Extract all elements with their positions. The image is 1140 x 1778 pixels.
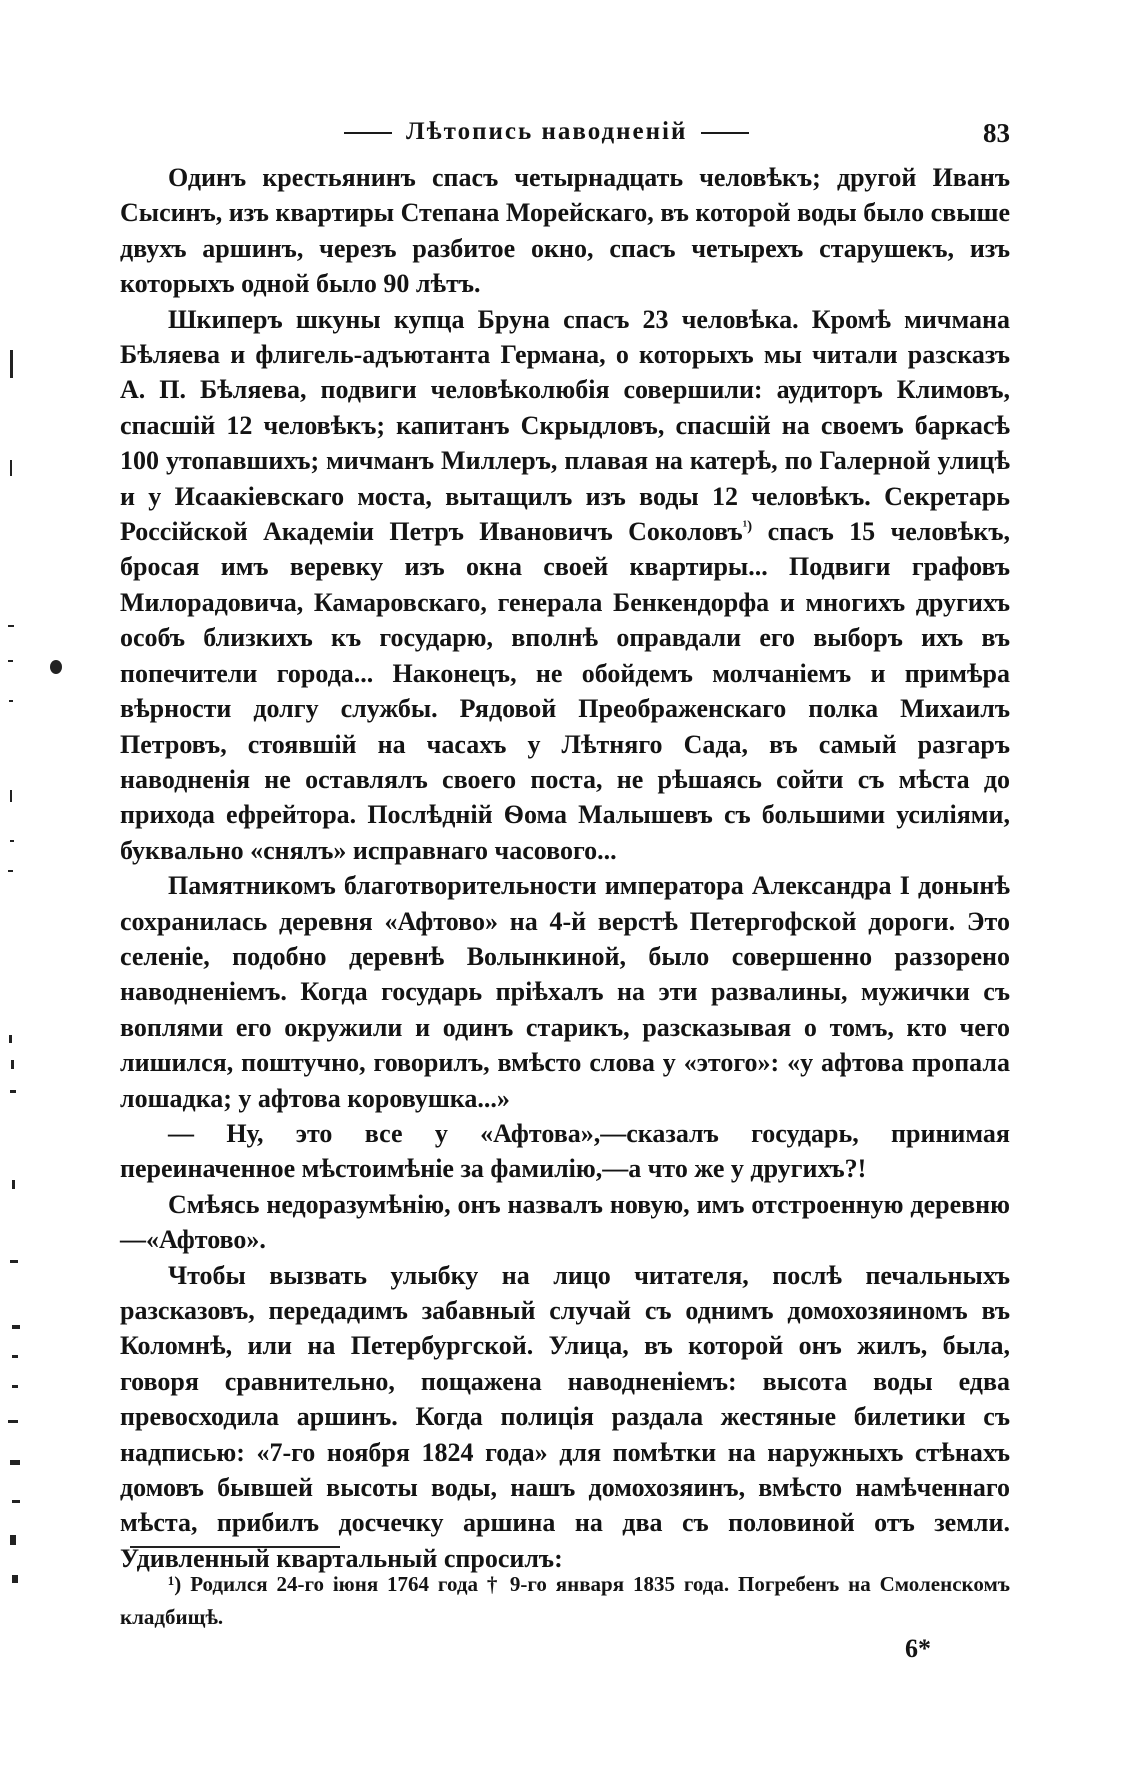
footnote-marker: ¹): [168, 1572, 182, 1596]
paragraph-2: [120, 302, 1010, 869]
margin-mark: [10, 1090, 16, 1093]
margin-mark: [50, 660, 62, 674]
margin-mark: [10, 1460, 20, 1465]
footnote-ref: ¹): [742, 518, 753, 535]
margin-mark: [12, 1355, 18, 1358]
footnote-body: Родился 24-го іюня 1764 года † 9-го января 1835 года. Погребенъ на Смоленскомъ кладбищѣ.: [120, 1572, 1011, 1629]
paragraph-4: Смѣясь недоразумѣнію, онъ назвалъ новую, имъ отстроенную деревню—«Афтово».: [120, 1189, 1010, 1255]
paragraph-1: Одинъ крестьянинъ спасъ четырнадцать человѣкъ; другой Иванъ Сысинъ, изъ квартиры Степана Морейскаго, въ которой воды было свыше двухъ аршинъ, черезъ разбитое окно, спасъ четырехъ старушекъ, изъ которыхъ одной было 90 лѣтъ.: [120, 163, 1010, 299]
margin-mark: [8, 870, 13, 872]
running-head-title: Лѣтопись наводненій: [330, 118, 763, 146]
margin-mark: [12, 1385, 18, 1388]
margin-mark: [9, 700, 13, 702]
margin-mark: [10, 1260, 18, 1263]
margin-mark: [12, 1180, 15, 1189]
margin-scan-marks: [0, 0, 40, 1778]
footnote: [120, 1568, 1010, 1634]
paragraph-dialogue: — Ну, это все у «Афтова»,—сказалъ государь, принимая переиначенное мѣстоимѣніе за фамилію,—а что же у другихъ?!: [120, 1118, 1010, 1184]
margin-mark: [8, 1420, 18, 1423]
running-head: [120, 112, 1010, 152]
footnote-divider: [130, 1546, 340, 1548]
margin-mark: [8, 660, 13, 662]
margin-mark: [9, 1035, 12, 1043]
margin-mark: [10, 840, 14, 842]
paragraph-2-part-2: спасъ 15 человѣкъ, бросая имъ веревку изъ окна своей квартиры... Подвиги графовъ Милорадовича, Камаровскаго, генерала Бенкендорфа и многихъ другихъ особъ близкихъ къ государю, вполнѣ оправдали его выборъ ихъ въ попечители города... Наконецъ, не обойдемъ молчаніемъ и примѣра вѣрности долгу службы. Рядовой Преображенскаго полка Михаилъ Петровъ, стоявшій на часахъ у Лѣтняго Сада, въ самый разгаръ наводненія не оставлялъ своего поста, не рѣшаясь сойти съ мѣста до прихода ефрейтора. Послѣдній Ѳома Малышевъ съ большими усиліями, буквально «снялъ» исправнаго часового...: [120, 517, 1010, 865]
paragraph-2-part-1: Шкиперъ шкуны купца Бруна спасъ 23 человѣка. Кромѣ мичмана Бѣляева и флигель-адъютанта Германа, о которыхъ мы читали разсказъ А. П. Бѣляева, подвиги человѣколюбія совершили: аудиторъ Климовъ, спасшій 12 человѣкъ; капитанъ Скрыдловъ, спасшій на своемъ баркасѣ 100 утопавшихъ; мичманъ Миллеръ, плавая на катерѣ, по Галерной улицѣ и у Исаакіевскаго моста, вытащилъ изъ воды 12 человѣкъ. Секретарь Россійской Академіи Петръ Ивановичъ Соколовъ: [120, 304, 1010, 547]
margin-mark: [11, 1060, 14, 1069]
margin-mark: [12, 1575, 18, 1583]
page-number: 83: [983, 118, 1010, 148]
margin-mark: [10, 460, 12, 476]
margin-mark: [12, 1325, 20, 1329]
margin-mark: [12, 1500, 20, 1503]
margin-mark: [10, 790, 12, 802]
main-text: [120, 160, 1010, 1576]
margin-mark: [10, 1535, 16, 1545]
margin-mark: [8, 625, 14, 627]
footnote-text: [120, 1568, 1010, 1634]
margin-mark: [10, 350, 13, 378]
paragraph-5: Чтобы вызвать улыбку на лицо читателя, послѣ печальныхъ разсказовъ, передадимъ забавный случай съ однимъ домохозяиномъ въ Коломнѣ, или на Петербургской. Улица, въ которой онъ жилъ, была, говоря сравнительно, пощажена наводненіемъ: высота воды едва превосходила аршинъ. Когда полиція раздала жестяные билетики съ надписью: «7-го ноября 1824 года» для помѣтки на наружныхъ стѣнахъ домовъ бывшей высоты воды, нашъ домохозяинъ, вмѣсто намѣченнаго мѣста, прибилъ досчечку аршина на два съ половиной отъ земли. Удивленный квартальный спросилъ:: [120, 1260, 1010, 1573]
signature-mark: 6*: [905, 1634, 931, 1663]
paragraph-3: Памятникомъ благотворительности императора Александра I донынѣ сохранилась деревня «Афтово» на 4-й верстѣ Петергофской дороги. Это селеніе, подобно деревнѣ Волынкиной, было совершенно раззорено наводненіемъ. Когда государь пріѣхалъ на эти развалины, мужички съ воплями его окружили и одинъ старикъ, разсказывая о томъ, кто чего лишился, поштучно, говорилъ, вмѣсто слова у «этого»: «у афтова пропала лошадка; у афтова коровушка...»: [120, 871, 1010, 1113]
